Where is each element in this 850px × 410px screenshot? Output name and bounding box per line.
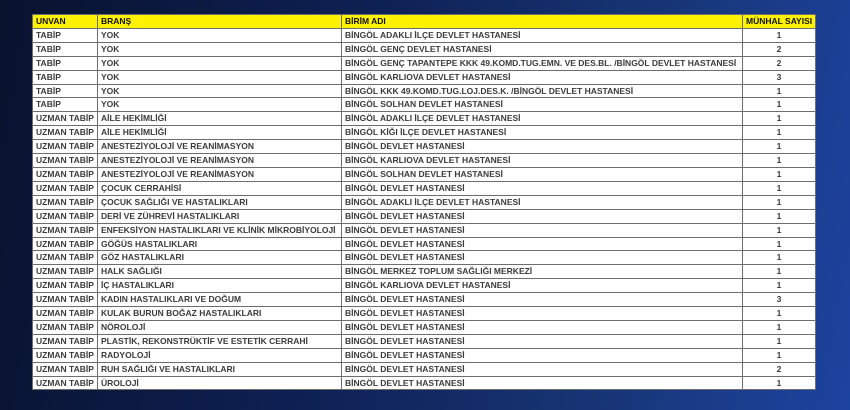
cell-munhal-sayisi: 1 [743,126,816,140]
cell-munhal-sayisi: 1 [743,237,816,251]
cell-unvan: UZMAN TABİP [33,237,98,251]
cell-birim-adi: BİNGÖL DEVLET HASTANESİ [342,140,743,154]
cell-unvan: TABİP [33,56,98,70]
cell-brans: GÖĞÜS HASTALIKLARI [98,237,342,251]
cell-unvan: UZMAN TABİP [33,112,98,126]
table-row [33,209,816,223]
table-row [33,251,816,265]
column-header-munhal-sayisi: MÜNHAL SAYISI [743,15,816,29]
table-row [33,112,816,126]
cell-munhal-sayisi: 2 [743,42,816,56]
table-row [33,279,816,293]
cell-munhal-sayisi: 1 [743,307,816,321]
cell-munhal-sayisi: 1 [743,223,816,237]
cell-brans: AİLE HEKİMLİĞİ [98,112,342,126]
cell-munhal-sayisi: 3 [743,293,816,307]
cell-brans: YOK [98,28,342,42]
table-row [33,126,816,140]
cell-munhal-sayisi: 1 [743,167,816,181]
cell-unvan: UZMAN TABİP [33,348,98,362]
cell-unvan: UZMAN TABİP [33,223,98,237]
cell-munhal-sayisi: 1 [743,154,816,168]
cell-brans: DERİ VE ZÜHREVİ HASTALIKLARI [98,209,342,223]
cell-unvan: UZMAN TABİP [33,293,98,307]
cell-brans: ANESTEZİYOLOJİ VE REANİMASYON [98,154,342,168]
cell-unvan: UZMAN TABİP [33,265,98,279]
table-row [33,265,816,279]
cell-unvan: UZMAN TABİP [33,154,98,168]
table-row [33,84,816,98]
table-row [33,167,816,181]
cell-unvan: UZMAN TABİP [33,279,98,293]
cell-birim-adi: BİNGÖL ADAKLI İLÇE DEVLET HASTANESİ [342,28,743,42]
cell-unvan: UZMAN TABİP [33,334,98,348]
cell-birim-adi: BİNGÖL SOLHAN DEVLET HASTANESİ [342,167,743,181]
cell-unvan: UZMAN TABİP [33,320,98,334]
cell-munhal-sayisi: 3 [743,70,816,84]
cell-unvan: UZMAN TABİP [33,195,98,209]
cell-munhal-sayisi: 1 [743,181,816,195]
cell-birim-adi: BİNGÖL KKK 49.KOMD.TUG.LOJ.DES.K. /BİNGÖL DEVLET HASTANESİ [342,84,743,98]
table-row [33,42,816,56]
spreadsheet-region [32,14,815,390]
cell-birim-adi: BİNGÖL GENÇ TAPANTEPE KKK 49.KOMD.TUG.EMN. VE DES.BL. /BİNGÖL DEVLET HASTANESİ [342,56,743,70]
cell-unvan: TABİP [33,28,98,42]
cell-birim-adi: BİNGÖL KARLIOVA DEVLET HASTANESİ [342,154,743,168]
cell-birim-adi: BİNGÖL GENÇ DEVLET HASTANESİ [342,42,743,56]
cell-birim-adi: BİNGÖL ADAKLI İLÇE DEVLET HASTANESİ [342,195,743,209]
cell-brans: RADYOLOJİ [98,348,342,362]
cell-brans: ANESTEZİYOLOJİ VE REANİMASYON [98,167,342,181]
cell-brans: İÇ HASTALIKLARI [98,279,342,293]
cell-munhal-sayisi: 1 [743,334,816,348]
cell-munhal-sayisi: 1 [743,84,816,98]
table-row [33,307,816,321]
cell-munhal-sayisi: 1 [743,348,816,362]
cell-brans: KULAK BURUN BOĞAZ HASTALIKLARI [98,307,342,321]
cell-unvan: UZMAN TABİP [33,209,98,223]
table-row [33,334,816,348]
cell-birim-adi: BİNGÖL DEVLET HASTANESİ [342,209,743,223]
cell-unvan: UZMAN TABİP [33,181,98,195]
cell-birim-adi: BİNGÖL DEVLET HASTANESİ [342,362,743,376]
cell-birim-adi: BİNGÖL KARLIOVA DEVLET HASTANESİ [342,70,743,84]
table-row [33,376,816,390]
column-header-unvan: UNVAN [33,15,98,29]
cell-munhal-sayisi: 1 [743,209,816,223]
cell-brans: YOK [98,42,342,56]
cell-birim-adi: BİNGÖL DEVLET HASTANESİ [342,293,743,307]
cell-unvan: UZMAN TABİP [33,307,98,321]
cell-unvan: TABİP [33,70,98,84]
cell-unvan: TABİP [33,84,98,98]
cell-munhal-sayisi: 1 [743,251,816,265]
cell-birim-adi: BİNGÖL ADAKLI İLÇE DEVLET HASTANESİ [342,112,743,126]
cell-brans: RUH SAĞLIĞI VE HASTALIKLARI [98,362,342,376]
cell-brans: YOK [98,56,342,70]
cell-birim-adi: BİNGÖL DEVLET HASTANESİ [342,320,743,334]
cell-brans: HALK SAĞLIĞI [98,265,342,279]
cell-birim-adi: BİNGÖL DEVLET HASTANESİ [342,237,743,251]
cell-brans: ANESTEZİYOLOJİ VE REANİMASYON [98,140,342,154]
table-row [33,181,816,195]
cell-brans: PLASTİK, REKONSTRÜKTİF VE ESTETİK CERRAHİ [98,334,342,348]
column-header-birim-adi: BİRİM ADI [342,15,743,29]
cell-munhal-sayisi: 1 [743,279,816,293]
cell-munhal-sayisi: 1 [743,28,816,42]
table-row [33,223,816,237]
table-row [33,293,816,307]
table-row [33,98,816,112]
cell-munhal-sayisi: 1 [743,265,816,279]
cell-brans: ÜROLOJİ [98,376,342,390]
cell-munhal-sayisi: 1 [743,98,816,112]
cell-brans: NÖROLOJİ [98,320,342,334]
cell-unvan: UZMAN TABİP [33,140,98,154]
cell-unvan: TABİP [33,98,98,112]
cell-birim-adi: BİNGÖL DEVLET HASTANESİ [342,181,743,195]
cell-unvan: UZMAN TABİP [33,126,98,140]
table-row [33,348,816,362]
cell-munhal-sayisi: 1 [743,195,816,209]
cell-unvan: UZMAN TABİP [33,251,98,265]
table-row [33,237,816,251]
cell-brans: AİLE HEKİMLİĞİ [98,126,342,140]
cell-munhal-sayisi: 1 [743,320,816,334]
cell-birim-adi: BİNGÖL SOLHAN DEVLET HASTANESİ [342,98,743,112]
table-row [33,70,816,84]
cell-brans: YOK [98,84,342,98]
cell-birim-adi: BİNGÖL DEVLET HASTANESİ [342,348,743,362]
table-row [33,56,816,70]
vacancy-table-body [33,28,816,390]
cell-brans: ÇOCUK SAĞLIĞI VE HASTALIKLARI [98,195,342,209]
cell-brans: GÖZ HASTALIKLARI [98,251,342,265]
cell-brans: YOK [98,70,342,84]
vacancy-table-header [33,15,816,29]
cell-brans: KADIN HASTALIKLARI VE DOĞUM [98,293,342,307]
cell-munhal-sayisi: 1 [743,376,816,390]
cell-unvan: UZMAN TABİP [33,167,98,181]
cell-birim-adi: BİNGÖL DEVLET HASTANESİ [342,376,743,390]
cell-birim-adi: BİNGÖL KARLIOVA DEVLET HASTANESİ [342,279,743,293]
cell-munhal-sayisi: 2 [743,56,816,70]
cell-unvan: UZMAN TABİP [33,362,98,376]
cell-brans: ENFEKSİYON HASTALIKLARI VE KLİNİK MİKROBİYOLOJİ [98,223,342,237]
cell-birim-adi: BİNGÖL DEVLET HASTANESİ [342,307,743,321]
cell-brans: ÇOCUK CERRAHİSİ [98,181,342,195]
cell-unvan: UZMAN TABİP [33,376,98,390]
cell-brans: YOK [98,98,342,112]
cell-unvan: TABİP [33,42,98,56]
table-row [33,28,816,42]
table-row [33,320,816,334]
cell-birim-adi: BİNGÖL DEVLET HASTANESİ [342,223,743,237]
cell-birim-adi: BİNGÖL DEVLET HASTANESİ [342,334,743,348]
cell-birim-adi: BİNGÖL DEVLET HASTANESİ [342,251,743,265]
cell-munhal-sayisi: 2 [743,362,816,376]
vacancy-table [32,14,816,390]
column-header-brans: BRANŞ [98,15,342,29]
cell-munhal-sayisi: 1 [743,140,816,154]
table-row [33,362,816,376]
table-row [33,195,816,209]
table-row [33,154,816,168]
table-row [33,140,816,154]
cell-birim-adi: BİNGÖL MERKEZ TOPLUM SAĞLIĞI MERKEZİ [342,265,743,279]
cell-munhal-sayisi: 1 [743,112,816,126]
header-row [33,15,816,29]
cell-birim-adi: BİNGÖL KİĞI İLÇE DEVLET HASTANESİ [342,126,743,140]
